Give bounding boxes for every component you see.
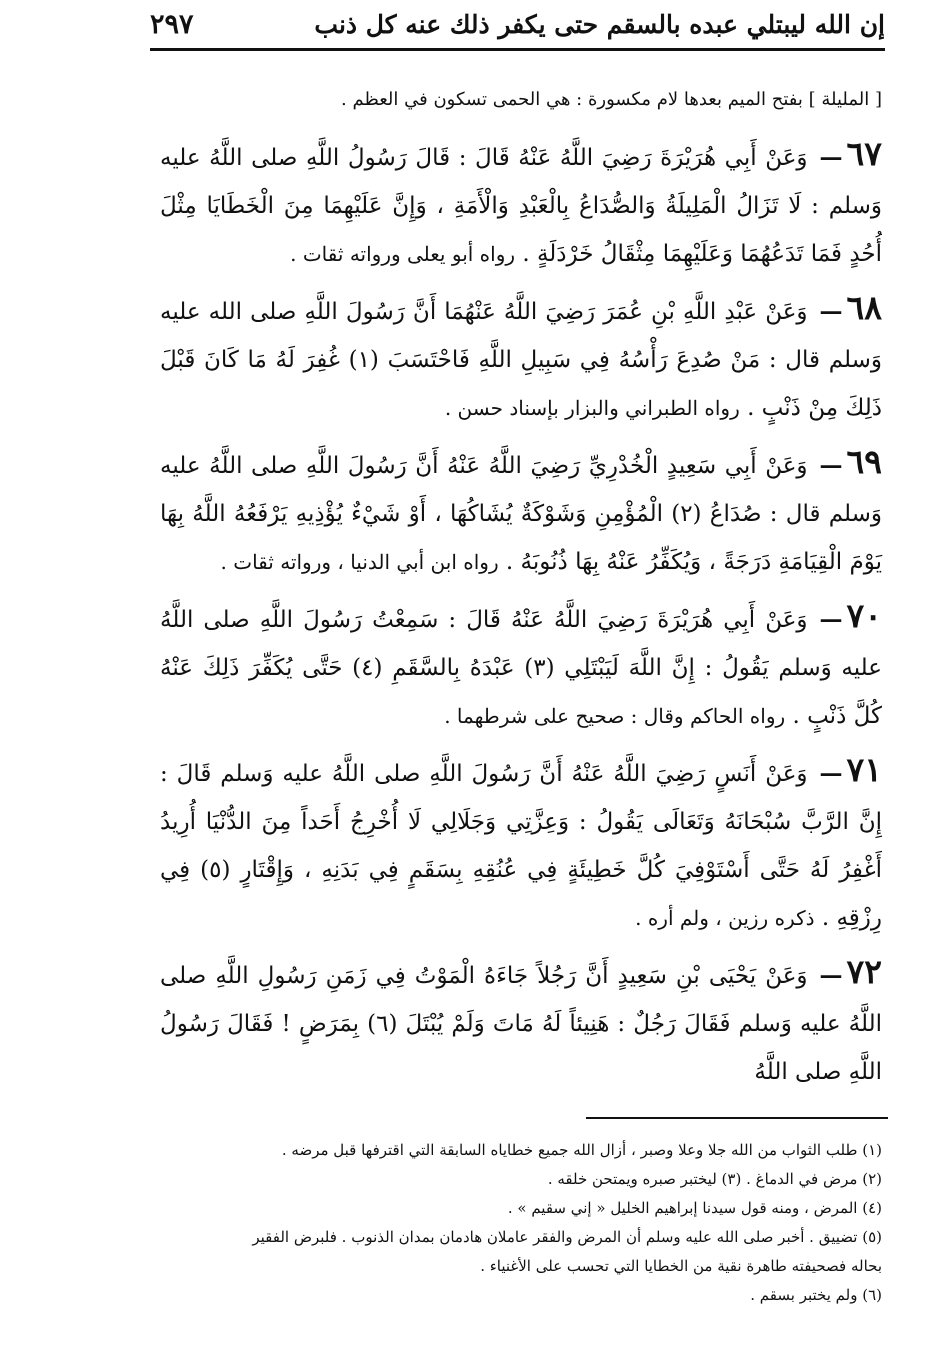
gloss-note: [ المليلة ] بفتح الميم بعدها لام مكسورة : هي الحمى تسكون في العظم . xyxy=(341,89,882,110)
footnotes xyxy=(160,1136,882,1310)
hadith-number: ٦٨ xyxy=(846,288,882,327)
running-title: إن الله ليبتلي عبده بالسقم حتى يكفر ذلك عنه كل ذنب xyxy=(314,9,885,39)
hadith-number: ٧٠ xyxy=(846,596,882,635)
hadith-dash: — xyxy=(819,144,843,171)
hadith-70 xyxy=(160,592,882,740)
hadith-text: وَعَنْ عَبْدِ اللَّهِ بْنِ عُمَرَ رَضِيَ اللَّهُ عَنْهُمَا أَنَّ رَسُولَ اللَّهِ صلى الله عليه وَسلم قال : مَنْ صُدِعَ رَأْسُهُ فِي سَبِيلِ اللَّهِ فَاحْتَسَبَ (١) غُفِرَ لَهُ مَا كَانَ قَبْلَ ذَلِكَ مِنْ ذَنْبٍ . xyxy=(160,299,882,421)
hadith-source: رواه ابن أبي الدنيا ، ورواته ثقات . xyxy=(220,550,499,574)
hadith-67 xyxy=(160,130,882,278)
hadith-text: وَعَنْ أَبِي سَعِيدٍ الْخُدْرِيِّ رَضِيَ اللَّهُ عَنْهُ أَنَّ رَسُولَ اللَّهِ صلى اللَّهُ عليه وَسلم قال : صُدَاعُ (٢) الْمُؤْمِنِ وَشَوْكَةٌ يُشَاكُهَا ، أَوْ شَيْءٌ يُؤْذِيهِ يَرْفَعُهُ اللَّهُ بِهَا يَوْمَ الْقِيَامَةِ دَرَجَةً ، وَيُكَفِّرُ عَنْهُ بِهَا ذُنُوبَهُ . xyxy=(160,453,882,575)
hadith-72 xyxy=(160,948,882,1096)
hadith-68 xyxy=(160,284,882,432)
footnote-5-continued: بحاله فصحيفته طاهرة نقية من الخطايا التي تحسب على الأغنياء . xyxy=(480,1257,882,1275)
footnote-5: (٥) تضييق . أخبر صلى الله عليه وسلم أن المرض والفقر عاملان هادمان بمدان الذنوب . فلبرض الفقير xyxy=(252,1228,882,1246)
hadith-69 xyxy=(160,438,882,586)
hadith-dash: — xyxy=(819,452,843,479)
hadith-source: رواه الطبراني والبزار بإسناد حسن . xyxy=(444,396,740,420)
hadith-text: وَعَنْ أَنَسٍ رَضِيَ اللَّهُ عَنْهُ أَنَّ رَسُولَ اللَّهِ صلى اللَّهُ عليه وَسلم قَالَ : إِنَّ الرَّبَّ سُبْحَانَهُ وَتَعَالَى يَقُولُ : وَعِزَّتِي وَجَلَالِي لَا أُخْرِجُ أَحَداً مِنَ الدُّنْيَا أُرِيدُ أَغْفِرُ لَهُ حَتَّى أَسْتَوْفِيَ كُلَّ خَطِيئَةٍ فِي عُنُقِهِ بِسَقَمٍ فِي بَدَنِهِ ، وَإِقْتَارٍ (٥) فِي رِزْقِهِ . xyxy=(160,761,882,931)
footnote-6: (٦) ولم يختبر بسقم . xyxy=(750,1286,882,1304)
hadith-dash: — xyxy=(819,962,843,989)
hadith-dash: — xyxy=(819,760,843,787)
hadith-text: وَعَنْ يَحْيَى بْنِ سَعِيدٍ أَنَّ رَجُلاً جَاءَهُ الْمَوْتُ فِي زَمَنِ رَسُولِ اللَّهِ صلى اللَّهُ عليه وَسلم فَقَالَ رَجُلٌ : هَنِيئاً لَهُ مَاتَ وَلَمْ يُبْتَلَ (٦) بِمَرَضٍ ! فَقَالَ رَسُولُ اللَّهِ صلى اللَّهُ xyxy=(160,963,882,1085)
hadith-number: ٧١ xyxy=(846,750,882,789)
hadith-text: وَعَنْ أَبِي هُرَيْرَةَ رَضِيَ اللَّهُ عَنْهُ قَالَ : قَالَ رَسُولُ اللَّهِ صلى اللَّهُ عليه وَسلم : لَا تَزَالُ الْمَلِيلَةُ وَالصُّدَاعُ بِالْعَبْدِ وَالْأَمَةِ ، وَإِنَّ عَلَيْهِمَا مِنَ الْخَطَايَا مِثْلَ أُحُدٍ فَمَا تَدَعُهُمَا وَعَلَيْهِمَا مِثْقَالُ خَرْدَلَةٍ . xyxy=(160,145,882,267)
footnote-2-3: (٢) مرض في الدماغ . (٣) ليختبر صبره ويمتحن خلقه . xyxy=(547,1170,882,1188)
footnote-rule xyxy=(586,1117,888,1119)
page-number: ٢٩٧ xyxy=(150,8,194,40)
hadith-text: وَعَنْ أَبِي هُرَيْرَةَ رَضِيَ اللَّهُ عَنْهُ قَالَ : سَمِعْتُ رَسُولَ اللَّهِ صلى اللَّهُ عليه وَسلم يَقُولُ : إِنَّ اللَّهَ لَيَبْتَلِي (٣) عَبْدَهُ بِالسَّقَمِ (٤) حَتَّى يُكَفِّرَ ذَلِكَ عَنْهُ كُلَّ ذَنْبٍ . xyxy=(160,607,883,729)
hadith-number: ٦٧ xyxy=(846,134,882,173)
hadith-source: ذكره رزين ، ولم أره . xyxy=(635,906,815,930)
hadith-number: ٦٩ xyxy=(846,442,882,481)
hadith-source: رواه الحاكم وقال : صحيح على شرطهما . xyxy=(444,704,786,728)
hadith-source: رواه أبو يعلى ورواته ثقات . xyxy=(290,242,516,266)
hadith-dash: — xyxy=(819,298,843,325)
footnote-4: (٤) المرض ، ومنه قول سيدنا إبراهيم الخليل « إني سقيم » . xyxy=(507,1199,882,1217)
hadith-number: ٧٢ xyxy=(846,952,882,991)
hadith-dash: — xyxy=(819,606,843,633)
page-body xyxy=(160,88,882,1102)
page-header xyxy=(150,4,885,44)
header-rule xyxy=(150,48,885,51)
hadith-71 xyxy=(160,746,882,942)
footnote-1: (١) طلب الثواب من الله جلا وعلا وصبر ، أزال الله جميع خطاياه السابقة التي اقترفها قبل مرضه . xyxy=(281,1141,882,1159)
